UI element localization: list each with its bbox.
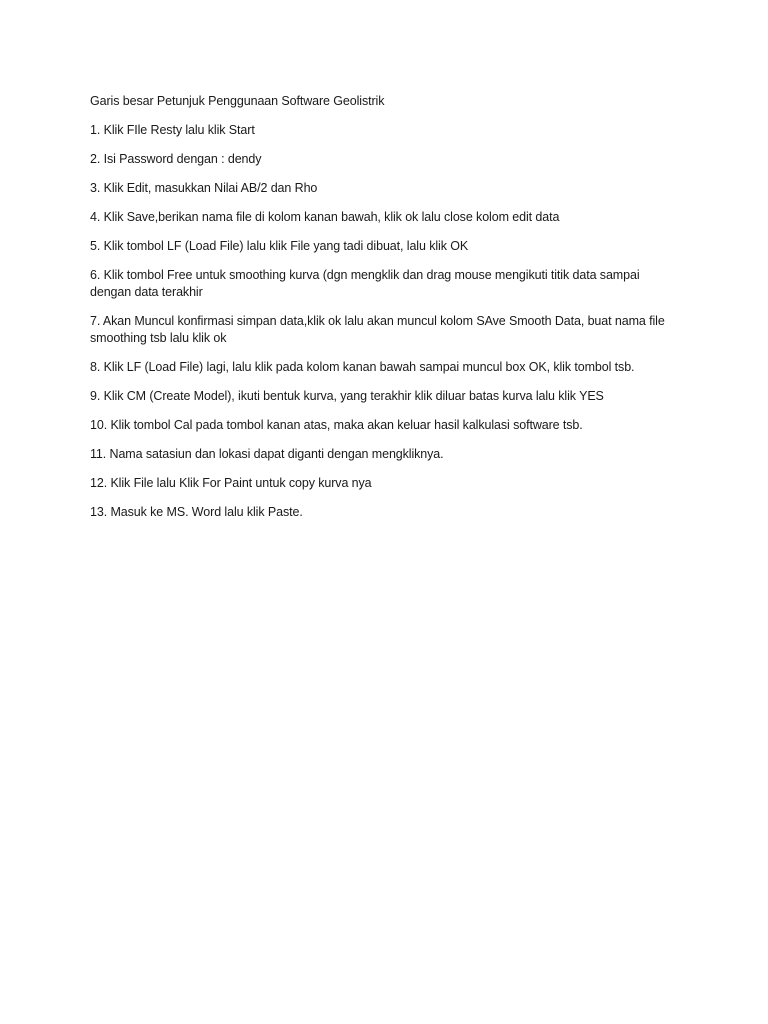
step-item: 11. Nama satasiun dan lokasi dapat diganti dengan mengkliknya.: [90, 447, 444, 461]
step-item: 2. Isi Password dengan : dendy: [90, 152, 262, 166]
document-body: [90, 93, 675, 533]
step-item: 13. Masuk ke MS. Word lalu klik Paste.: [90, 505, 303, 519]
step-item: 9. Klik CM (Create Model), ikuti bentuk kurva, yang terakhir klik diluar batas kurva lalu klik YES: [90, 389, 604, 403]
step-item: 5. Klik tombol LF (Load File) lalu klik File yang tadi dibuat, lalu klik OK: [90, 239, 469, 253]
step-item: 12. Klik File lalu Klik For Paint untuk copy kurva nya: [90, 476, 372, 490]
step-item: 7. Akan Muncul konfirmasi simpan data,klik ok lalu akan muncul kolom SAve Smooth Data, buat nama file smoothing tsb lalu klik ok: [90, 314, 665, 345]
step-item: 1. Klik FIle Resty lalu klik Start: [90, 123, 255, 137]
steps-list: [90, 122, 675, 521]
step-item: 6. Klik tombol Free untuk smoothing kurva (dgn mengklik dan drag mouse mengikuti titik data sampai dengan data terakhir: [90, 268, 640, 299]
step-item: 4. Klik Save,berikan nama file di kolom kanan bawah, klik ok lalu close kolom edit data: [90, 210, 560, 224]
step-item: 10. Klik tombol Cal pada tombol kanan atas, maka akan keluar hasil kalkulasi software tsb.: [90, 418, 583, 432]
step-item: 3. Klik Edit, masukkan Nilai AB/2 dan Rho: [90, 181, 318, 195]
document-title: Garis besar Petunjuk Penggunaan Software Geolistrik: [90, 94, 385, 108]
step-item: 8. Klik LF (Load File) lagi, lalu klik pada kolom kanan bawah sampai muncul box OK, klik tombol tsb.: [90, 360, 635, 374]
